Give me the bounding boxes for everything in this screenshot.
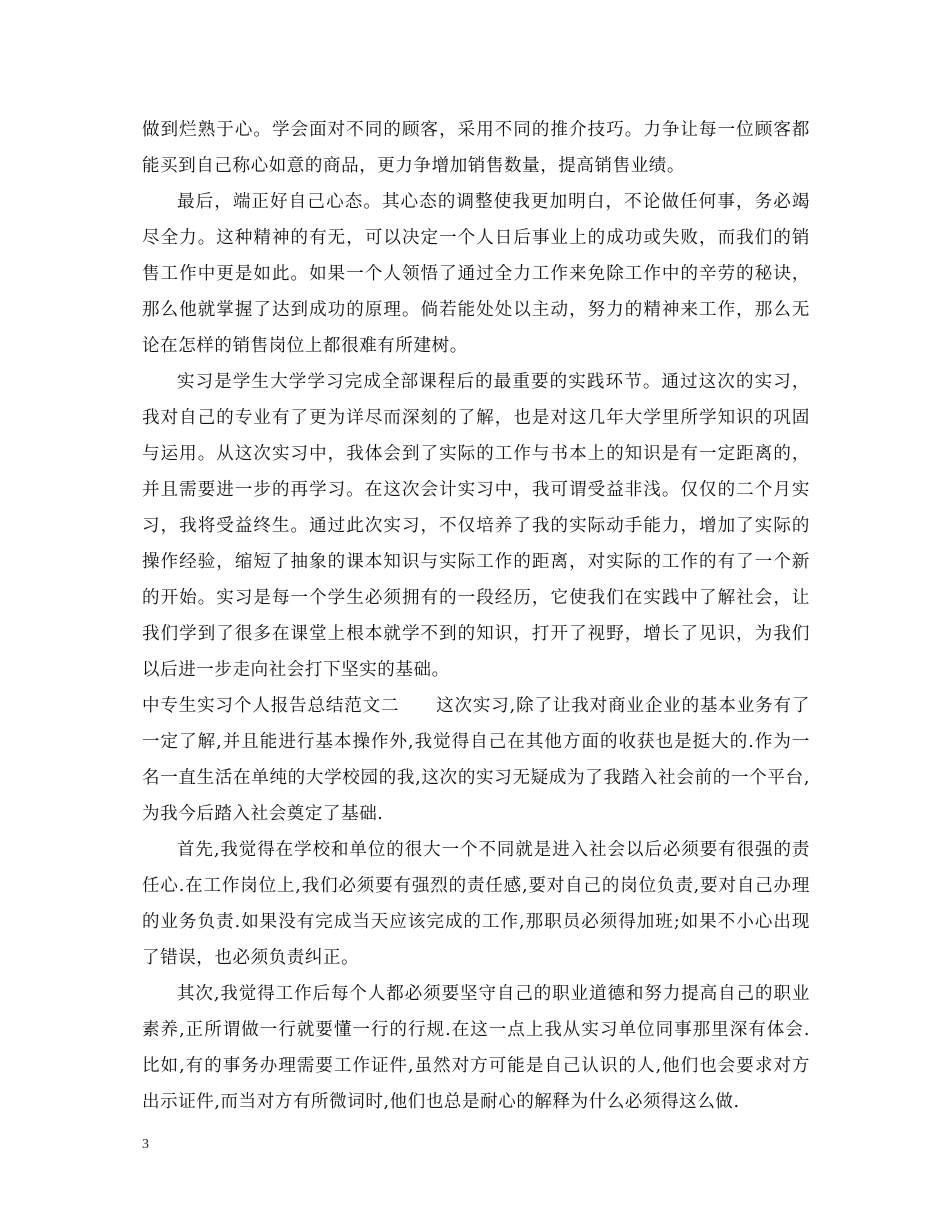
paragraph-professional-ethics: 其次,我觉得工作后每个人都必须要坚守自己的职业道德和努力提高自己的职业素养,正所谓做一行就要懂一行的行规.在这一点上我从实习单位同事那里深有体会.比如,有的事务办理需要工作证件,虽然对方可能是自己认识的人,他们也会要求对方出示证件,而当对方有所微词时,他们也总是耐心的解释为什么必须得这么做.	[142, 984, 810, 1112]
page-number: 3	[142, 1137, 149, 1152]
paragraph-attitude: 最后，端正好自己心态。其心态的调整使我更加明白，不论做任何事，务必竭尽全力。这种精神的有无，可以决定一个人日后事业上的成功或失败，而我们的销售工作中更是如此。如果一个人领悟了通过全力工作来免除工作中的辛劳的秘诀，那么他就掌握了达到成功的原理。倘若能处处以主动，努力的精神来工作，那么无论在怎样的销售岗位上都很难有所建树。	[142, 192, 810, 356]
paragraph-continuation: 做到烂熟于心。学会面对不同的顾客，采用不同的推介技巧。力争让每一位顾客都能买到自己称心如意的商品，更力争增加销售数量，提高销售业绩。	[142, 120, 810, 176]
paragraph-internship-summary: 实习是学生大学学习完成全部课程后的最重要的实践环节。通过这次的实习，我对自己的专业有了更为详尽而深刻的了解，也是对这几年大学里所学知识的巩固与运用。从这次实习中，我体会到了实际的工作与书本上的知识是有一定距离的，并且需要进一步的再学习。在这次会计实习中，我可谓受益非浅。仅仅的二个月实习，我将受益终生。通过此次实习，不仅培养了我的实际动手能力，增加了实际的操作经验，缩短了抽象的课本知识与实际工作的距离，对实际的工作的有了一个新的开始。实习是每一个学生必须拥有的一段经历，它使我们在实践中了解社会，让我们学到了很多在课堂上根本就学不到的知识，打开了视野，增长了见识，为我们以后进一步走向社会打下坚实的基础。	[142, 372, 810, 680]
paragraph-responsibility: 首先,我觉得在学校和单位的很大一个不同就是进入社会以后必须要有很强的责任心.在工作岗位上,我们必须要有强烈的责任感,要对自己的岗位负责,要对自己办理的业务负责.如果没有完成当天应该完成的工作,那职员必须得加班;如果不小心出现了错误，也必须负责纠正。	[142, 840, 810, 968]
body-text	[142, 112, 810, 1120]
paragraph-sample-two: 中专生实习个人报告总结范文二 这次实习,除了让我对商业企业的基本业务有了一定了解,并且能进行基本操作外,我觉得自己在其他方面的收获也是挺大的.作为一名一直生活在单纯的大学校园的我,这次的实习无疑成为了我踏入社会前的一个平台,为我今后踏入社会奠定了基础.	[142, 696, 810, 824]
